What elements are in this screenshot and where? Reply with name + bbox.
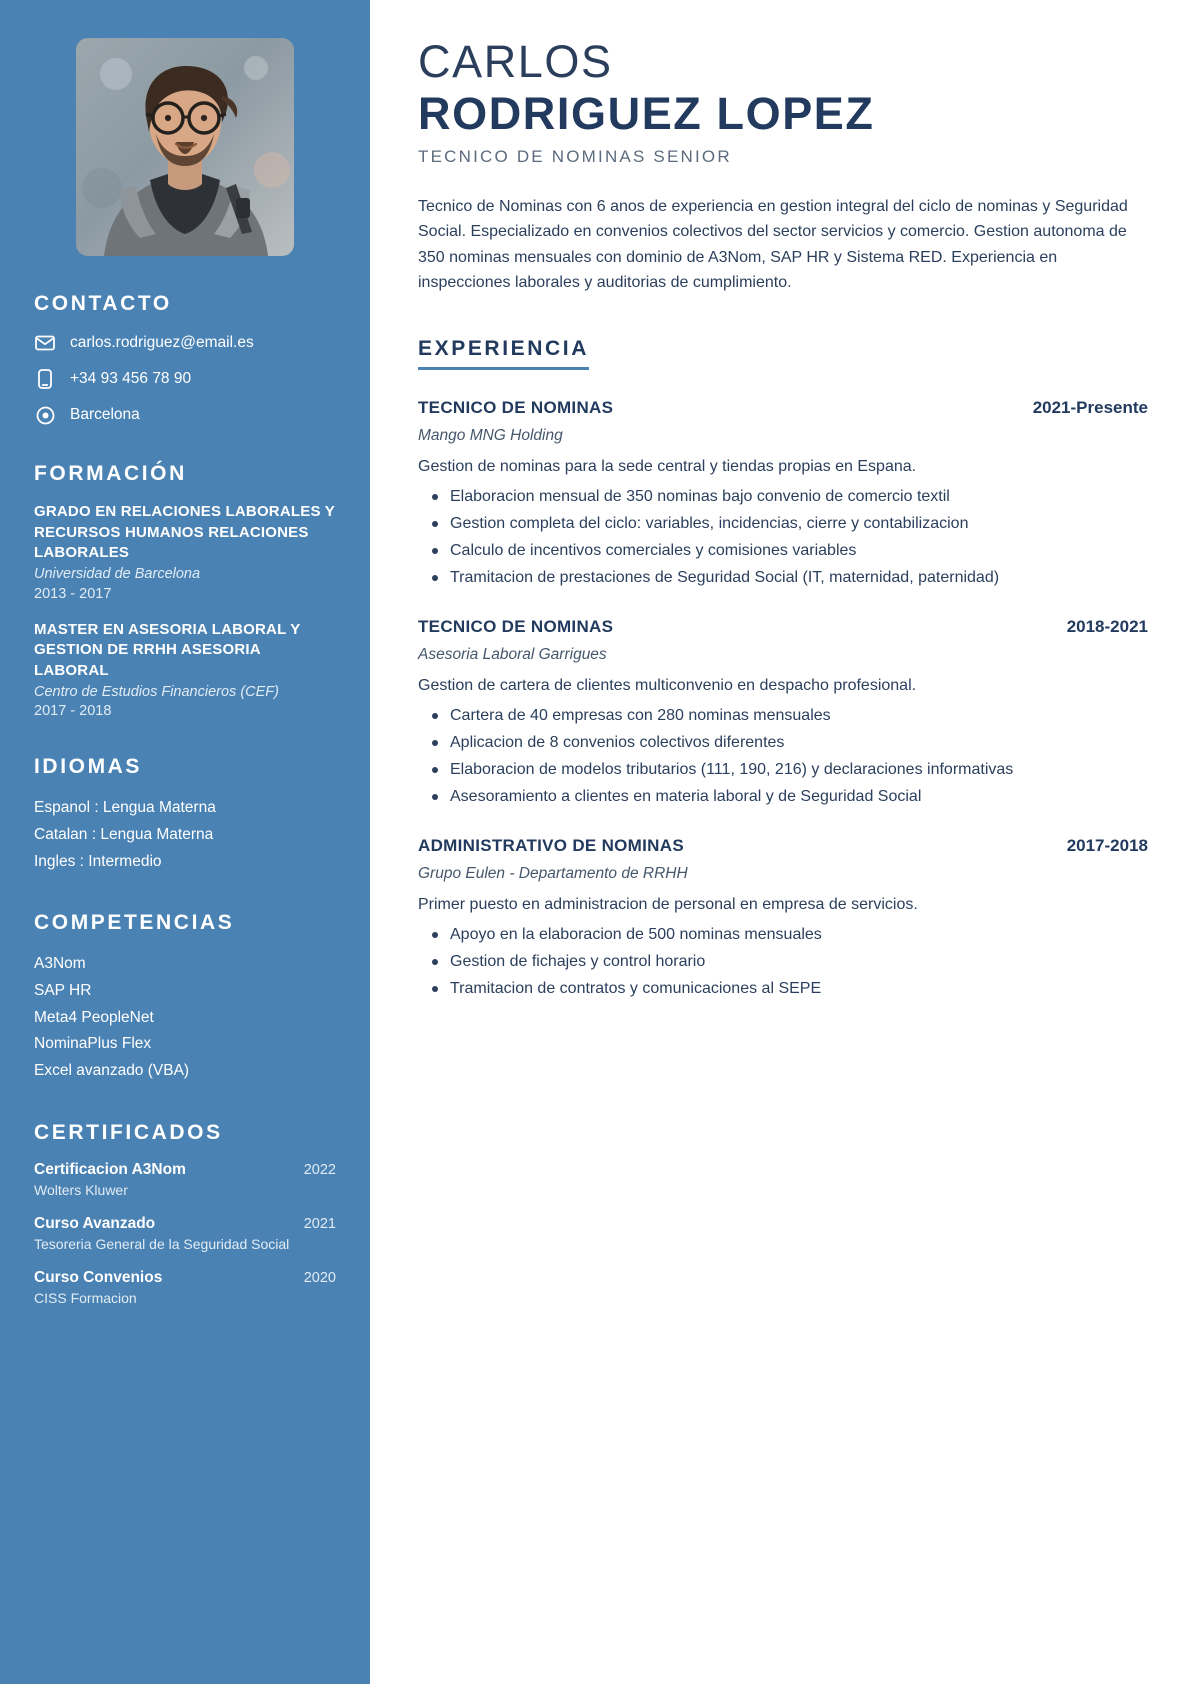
education-item bbox=[34, 502, 336, 602]
experience-item bbox=[418, 398, 1148, 589]
experience-bullet bbox=[418, 540, 1148, 563]
bullet-text: Tramitacion de prestaciones de Seguridad Social (IT, maternidad, paternidad) bbox=[450, 568, 1000, 586]
bullet-text: Elaboracion mensual de 350 nominas bajo convenio de comercio textil bbox=[450, 488, 950, 506]
bullet-dot-icon bbox=[432, 932, 438, 938]
bullet-dot-icon bbox=[432, 575, 438, 581]
experience-bullets bbox=[418, 705, 1148, 808]
education-heading: FORMACIÓN bbox=[34, 462, 187, 485]
certificate-year: 2020 bbox=[303, 1269, 336, 1286]
certificate-year: 2022 bbox=[303, 1161, 336, 1178]
bullet-dot-icon bbox=[432, 740, 438, 746]
experience-bullets bbox=[418, 486, 1148, 589]
experience-role: ADMINISTRATIVO DE NOMINAS bbox=[418, 836, 684, 856]
certificate-org: CISS Formacion bbox=[34, 1289, 137, 1306]
experience-bullet bbox=[418, 786, 1148, 809]
certificate-name: Curso Avanzado bbox=[34, 1214, 156, 1232]
bullet-text: Asesoramiento a clientes en materia laboral y de Seguridad Social bbox=[450, 787, 922, 805]
experience-company: Grupo Eulen - Departamento de RRHH bbox=[418, 865, 688, 883]
contact-location-value: Barcelona bbox=[70, 406, 140, 423]
job-title: TECNICO DE NOMINAS SENIOR bbox=[418, 147, 732, 167]
skill-item: SAP HR bbox=[34, 981, 92, 999]
last-name: RODRIGUEZ LOPEZ bbox=[418, 87, 875, 139]
experience-item bbox=[418, 836, 1148, 1000]
experience-bullet bbox=[418, 486, 1148, 509]
experience-company: Asesoria Laboral Garrigues bbox=[418, 646, 607, 664]
certificate-name: Certificacion A3Nom bbox=[34, 1160, 186, 1178]
skill-item: Excel avanzado (VBA) bbox=[34, 1061, 190, 1079]
certificate-item bbox=[34, 1269, 336, 1306]
certificate-item bbox=[34, 1161, 336, 1198]
education-years: 2017 - 2018 bbox=[34, 703, 112, 720]
experience-bullet bbox=[418, 759, 1148, 782]
experience-description: Gestion de cartera de clientes multiconvenio en despacho profesional. bbox=[418, 677, 917, 695]
bullet-text: Tramitacion de contratos y comunicaciones al SEPE bbox=[450, 979, 822, 997]
contact-item-location[interactable] bbox=[34, 404, 336, 426]
experience-bullet bbox=[418, 705, 1148, 728]
experience-item bbox=[418, 617, 1148, 808]
education-degree: MASTER EN ASESORIA LABORAL Y GESTION DE RRHH ASESORIA LABORAL bbox=[34, 620, 301, 679]
bullet-dot-icon bbox=[432, 794, 438, 800]
bullet-text: Aplicacion de 8 convenios colectivos diferentes bbox=[450, 734, 785, 752]
language-item: Ingles : Intermedio bbox=[34, 852, 162, 870]
certificate-org: Wolters Kluwer bbox=[34, 1181, 128, 1198]
contact-phone-value: +34 93 456 78 90 bbox=[70, 370, 192, 387]
bullet-text: Cartera de 40 empresas con 280 nominas mensuales bbox=[450, 707, 831, 725]
skill-item: Meta4 PeopleNet bbox=[34, 1008, 154, 1026]
certificate-year: 2021 bbox=[303, 1215, 336, 1232]
contact-email-value: carlos.rodriguez@email.es bbox=[70, 334, 254, 351]
experience-company: Mango MNG Holding bbox=[418, 427, 563, 445]
profile-photo-container bbox=[34, 0, 336, 256]
experience-dates: 2021-Presente bbox=[1032, 398, 1148, 418]
experience-bullet bbox=[418, 978, 1148, 1001]
language-item: Espanol : Lengua Materna bbox=[34, 799, 216, 817]
experience-bullets bbox=[418, 924, 1148, 1000]
bullet-text: Calculo de incentivos comerciales y comisiones variables bbox=[450, 541, 857, 559]
sidebar bbox=[0, 0, 370, 1684]
bullet-dot-icon bbox=[432, 713, 438, 719]
language-item: Catalan : Lengua Materna bbox=[34, 825, 214, 843]
education-school: Universidad de Barcelona bbox=[34, 566, 201, 583]
contact-item-phone[interactable] bbox=[34, 368, 336, 390]
skills-heading: COMPETENCIAS bbox=[34, 911, 235, 935]
experience-role: TECNICO DE NOMINAS bbox=[418, 398, 614, 418]
languages-heading: IDIOMAS bbox=[34, 755, 143, 779]
education-school: Centro de Estudios Financieros (CEF) bbox=[34, 683, 279, 700]
bullet-text: Gestion de fichajes y control horario bbox=[450, 953, 706, 971]
certificate-item bbox=[34, 1215, 336, 1252]
skill-item: A3Nom bbox=[34, 955, 86, 973]
education-item bbox=[34, 620, 336, 720]
contact-heading: CONTACTO bbox=[34, 292, 172, 315]
profile-summary: Tecnico de Nominas con 6 anos de experiencia en gestion integral del ciclo de nominas y Seguridad Social. Especializado en convenios colectivos del sector servicios y comercio. Gestion autonoma de 350 nominas mensuales con dominio de A3Nom, SAP HR y Sistema RED. Experiencia en inspecciones laborales y auditorias de cumplimiento. bbox=[418, 198, 1128, 291]
experience-bullet bbox=[418, 567, 1148, 590]
location-pin-icon bbox=[34, 404, 56, 426]
certificate-name: Curso Convenios bbox=[34, 1268, 163, 1286]
experience-description: Gestion de nominas para la sede central y tiendas propias en Espana. bbox=[418, 458, 917, 476]
skill-item: NominaPlus Flex bbox=[34, 1035, 152, 1053]
experience-dates: 2018-2021 bbox=[1066, 617, 1148, 637]
experience-bullet bbox=[418, 732, 1148, 755]
first-name: CARLOS bbox=[418, 36, 613, 87]
main-content bbox=[370, 0, 1190, 1684]
bullet-dot-icon bbox=[432, 548, 438, 554]
education-years: 2013 - 2017 bbox=[34, 585, 112, 602]
experience-bullet bbox=[418, 951, 1148, 974]
bullet-dot-icon bbox=[432, 494, 438, 500]
envelope-icon bbox=[34, 332, 56, 354]
bullet-dot-icon bbox=[432, 767, 438, 773]
education-degree: GRADO EN RELACIONES LABORALES Y RECURSOS HUMANOS RELACIONES LABORALES bbox=[34, 503, 335, 562]
certificate-org: Tesoreria General de la Seguridad Social bbox=[34, 1235, 290, 1252]
experience-section-title: EXPERIENCIA bbox=[418, 337, 589, 370]
phone-icon bbox=[34, 368, 56, 390]
profile-photo bbox=[76, 38, 294, 256]
bullet-text: Gestion completa del ciclo: variables, incidencias, cierre y contabilizacion bbox=[450, 515, 969, 533]
experience-description: Primer puesto en administracion de personal en empresa de servicios. bbox=[418, 896, 918, 914]
experience-dates: 2017-2018 bbox=[1066, 836, 1148, 856]
contact-item-email[interactable] bbox=[34, 332, 336, 354]
bullet-text: Elaboracion de modelos tributarios (111, 190, 216) y declaraciones informativas bbox=[450, 760, 1014, 778]
experience-role: TECNICO DE NOMINAS bbox=[418, 617, 614, 637]
experience-bullet bbox=[418, 513, 1148, 536]
bullet-dot-icon bbox=[432, 521, 438, 527]
bullet-text: Apoyo en la elaboracion de 500 nominas mensuales bbox=[450, 926, 822, 944]
bullet-dot-icon bbox=[432, 959, 438, 965]
certificates-heading: CERTIFICADOS bbox=[34, 1120, 223, 1144]
bullet-dot-icon bbox=[432, 986, 438, 992]
experience-bullet bbox=[418, 924, 1148, 947]
